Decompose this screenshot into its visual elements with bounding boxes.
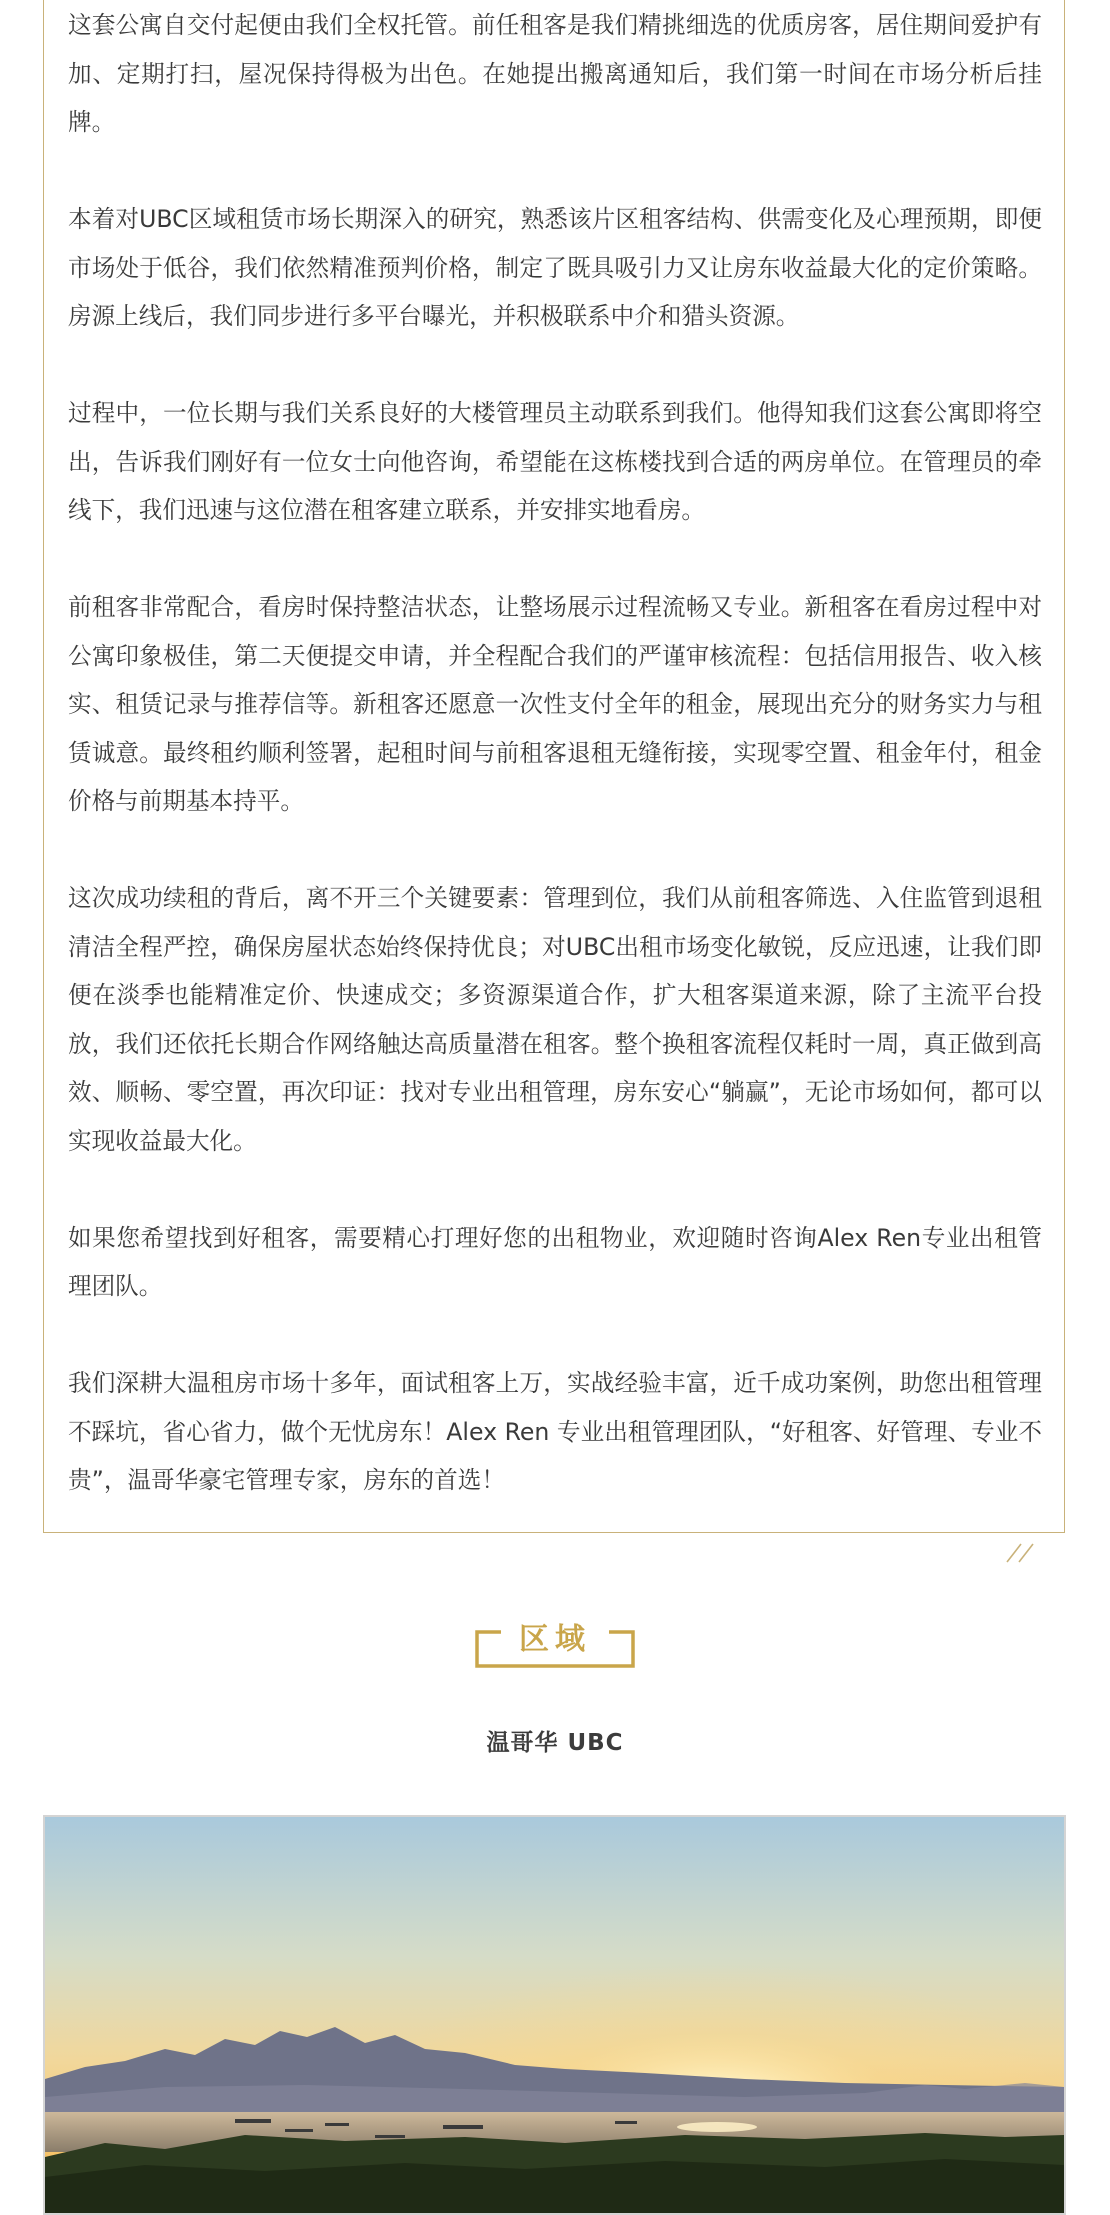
- region-photo: [43, 1815, 1066, 2215]
- section-heading: [473, 1618, 637, 1670]
- article-paragraph-7: 我们深耕大温租房市场十多年，面试租客上万，实战经验丰富，近千成功案例，助您出租管理不踩坑，省心省力，做个无忧房东！Alex Ren 专业出租管理团队，“好租客、好管理、专业不贵”，温哥华豪宅管理专家，房东的首选！: [68, 1369, 1042, 1494]
- article-paragraph-6: 如果您希望找到好租客，需要精心打理好您的出租物业，欢迎随时咨询Alex Ren专业出租管理团队。: [68, 1223, 1042, 1300]
- section-title: 区域: [519, 1622, 591, 1657]
- article-paragraph-3: 过程中，一位长期与我们关系良好的大楼管理员主动联系到我们。他得知我们这套公寓即将空出，告诉我们刚好有一位女士向他咨询，希望能在这栋楼找到合适的两房单位。在管理员的牵线下，我们迅速与这位潜在租客建立联系，并安排实地看房。: [68, 399, 1042, 524]
- article-paragraph-1: 这套公寓自交付起便由我们全权托管。前任租客是我们精挑细选的优质房客，居住期间爱护有加、定期打扫，屋况保持得极为出色。在她提出搬离通知后，我们第一时间在市场分析后挂牌。: [68, 11, 1042, 136]
- article-paragraph-5: 这次成功续租的背后，离不开三个关键要素：管理到位，我们从前租客筛选、入住监管到退租清洁全程严控，确保房屋状态始终保持优良；对UBC出租市场变化敏锐，反应迅速，让我们即便在淡季也能精准定价、快速成交；多资源渠道合作，扩大租客渠道来源，除了主流平台投放，我们还依托长期合作网络触达高质量潜在租客。整个换租客流程仅耗时一周，真正做到高效、顺畅、零空置，再次印证：找对专业出租管理，房东安心“躺赢”，无论市场如何，都可以实现收益最大化。: [68, 884, 1042, 1155]
- sunset-landscape-image: [45, 1817, 1064, 2213]
- article-body: [68, 1, 1042, 1505]
- article-paragraph-2: 本着对UBC区域租赁市场长期深入的研究，熟悉该片区租客结构、供需变化及心理预期，即便市场处于低谷，我们依然精准预判价格，制定了既具吸引力又让房东收益最大化的定价策略。房源上线后，我们同步进行多平台曝光，并积极联系中介和猎头资源。: [68, 205, 1042, 330]
- article-paragraph-4: 前租客非常配合，看房时保持整洁状态，让整场展示过程流畅又专业。新租客在看房过程中对公寓印象极佳，第二天便提交申请，并全程配合我们的严谨审核流程：包括信用报告、收入核实、租赁记录与推荐信等。新租客还愿意一次性支付全年的租金，展现出充分的财务实力与租赁诚意。最终租约顺利签署，起租时间与前租客退租无缝衔接，实现零空置、租金年付，租金价格与前期基本持平。: [68, 593, 1042, 815]
- region-name: 温哥华 UBC: [486, 1730, 624, 1756]
- article-card: [43, 0, 1065, 1533]
- corner-slash-decoration-icon: [1005, 1540, 1039, 1564]
